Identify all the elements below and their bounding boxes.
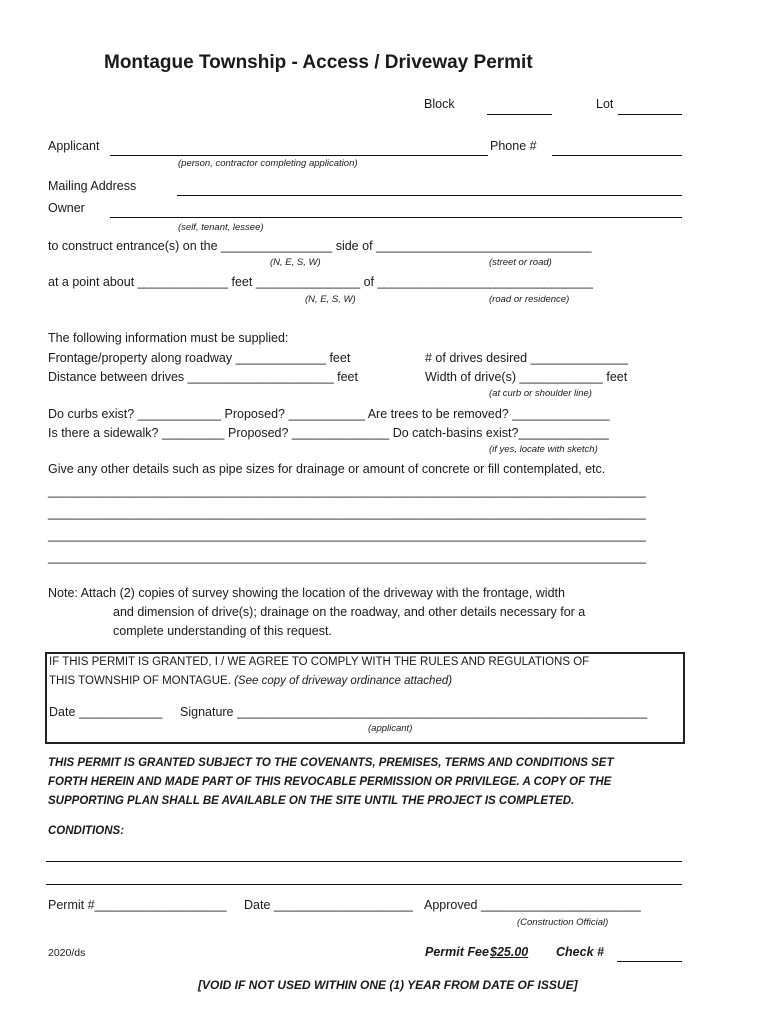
agreement-line-1: IF THIS PERMIT IS GRANTED, I / WE AGREE TO COMPLY WITH THE RULES AND REGULATIONS OF — [49, 656, 590, 668]
details-line-3[interactable]: ______________________________________________________________________________________ — [48, 528, 646, 542]
agreement-line-2-text: THIS TOWNSHIP OF MONTAGUE. — [49, 675, 231, 687]
agreement-line-2 — [49, 675, 452, 687]
curbs-line[interactable]: Do curbs exist? ____________ Proposed? ___________ Are trees to be removed? ______________ — [48, 407, 610, 421]
agreement-date-line[interactable]: Date ____________ — [49, 705, 163, 719]
permit-fee-value: $25.00 — [490, 945, 529, 959]
sidewalk-line[interactable]: Is there a sidewalk? _________ Proposed? ______________ Do catch-basins exist?_____________ — [48, 426, 609, 440]
permit-fee-label: Permit Fee — [425, 945, 489, 959]
block-label: Block — [424, 97, 455, 111]
signature-line[interactable]: Signature ___________________________________________________________ — [180, 705, 648, 719]
permit-number-line[interactable]: Permit #___________________ — [48, 898, 227, 912]
check-number-label: Check # — [556, 945, 604, 959]
note-line-1: Note: Attach (2) copies of survey showing the location of the driveway with the frontage, width — [48, 586, 565, 600]
ordinance-note: (See copy of driveway ordinance attached) — [234, 675, 453, 687]
check-number-field[interactable] — [617, 961, 682, 962]
width-line[interactable]: Width of drive(s) ____________ feet — [425, 370, 628, 384]
grant-line-3: SUPPORTING PLAN SHALL BE AVAILABLE ON THE SITE UNTIL THE PROJECT IS COMPLETED. — [48, 795, 575, 807]
phone-field[interactable] — [552, 155, 682, 156]
owner-field[interactable] — [110, 217, 682, 218]
owner-hint: (self, tenant, lessee) — [178, 222, 264, 233]
distance-line[interactable]: Distance between drives _____________________ feet — [48, 370, 358, 384]
conditions-label: CONDITIONS: — [48, 825, 125, 837]
mailing-address-field[interactable] — [177, 195, 682, 196]
phone-label: Phone # — [490, 139, 537, 153]
frontage-line[interactable]: Frontage/property along roadway _____________ feet — [48, 351, 351, 365]
lot-label: Lot — [596, 97, 614, 111]
mailing-address-label: Mailing Address — [48, 179, 137, 193]
construct-street-hint: (street or road) — [489, 257, 552, 268]
approved-line[interactable]: Approved _______________________ — [424, 898, 641, 912]
details-line-2[interactable]: ______________________________________________________________________________________ — [48, 506, 646, 520]
point-road-hint: (road or residence) — [489, 294, 570, 305]
note-line-3: complete understanding of this request. — [113, 624, 332, 638]
lot-field[interactable] — [618, 114, 682, 115]
applicant-sign-hint: (applicant) — [368, 723, 413, 734]
note-line-2: and dimension of drive(s); drainage on the roadway, and other details necessary for a — [113, 605, 586, 619]
conditions-line-2[interactable] — [46, 884, 682, 885]
details-line-4[interactable]: ______________________________________________________________________________________ — [48, 550, 646, 564]
void-notice: [VOID IF NOT USED WITHIN ONE (1) YEAR FROM DATE OF ISSUE] — [198, 978, 578, 992]
basin-hint: (if yes, locate with sketch) — [489, 444, 598, 455]
owner-label: Owner — [48, 201, 85, 215]
block-field[interactable] — [487, 114, 552, 115]
details-line-1[interactable]: ______________________________________________________________________________________ — [48, 484, 646, 498]
details-prompt: Give any other details such as pipe sizes for drainage or amount of concrete or fill contemplated, etc. — [48, 462, 606, 476]
applicant-label: Applicant — [48, 139, 100, 153]
applicant-hint: (person, contractor completing application) — [178, 158, 358, 169]
grant-line-1: THIS PERMIT IS GRANTED SUBJECT TO THE COVENANTS, PREMISES, TERMS AND CONDITIONS SET — [48, 757, 614, 769]
point-direction-hint: (N, E, S, W) — [305, 294, 356, 305]
point-line[interactable]: at a point about _____________ feet _______________ of _______________________________ — [48, 275, 593, 289]
page-title: Montague Township - Access / Driveway Permit — [104, 52, 533, 73]
official-hint: (Construction Official) — [517, 917, 609, 928]
info-heading: The following information must be supplied: — [48, 331, 289, 345]
footer-date-line[interactable]: Date ____________________ — [244, 898, 413, 912]
construct-line[interactable]: to construct entrance(s) on the ________________ side of _______________________________ — [48, 239, 592, 253]
construct-direction-hint: (N, E, S, W) — [270, 257, 321, 268]
grant-line-2: FORTH HEREIN AND MADE PART OF THIS REVOCABLE PERMISSION OR PRIVILEGE. A COPY OF THE — [48, 776, 612, 788]
conditions-line-1[interactable] — [46, 861, 682, 862]
num-drives-line[interactable]: # of drives desired ______________ — [425, 351, 628, 365]
form-code: 2020/ds — [48, 947, 86, 959]
applicant-field[interactable] — [110, 155, 488, 156]
width-hint: (at curb or shoulder line) — [489, 388, 592, 399]
